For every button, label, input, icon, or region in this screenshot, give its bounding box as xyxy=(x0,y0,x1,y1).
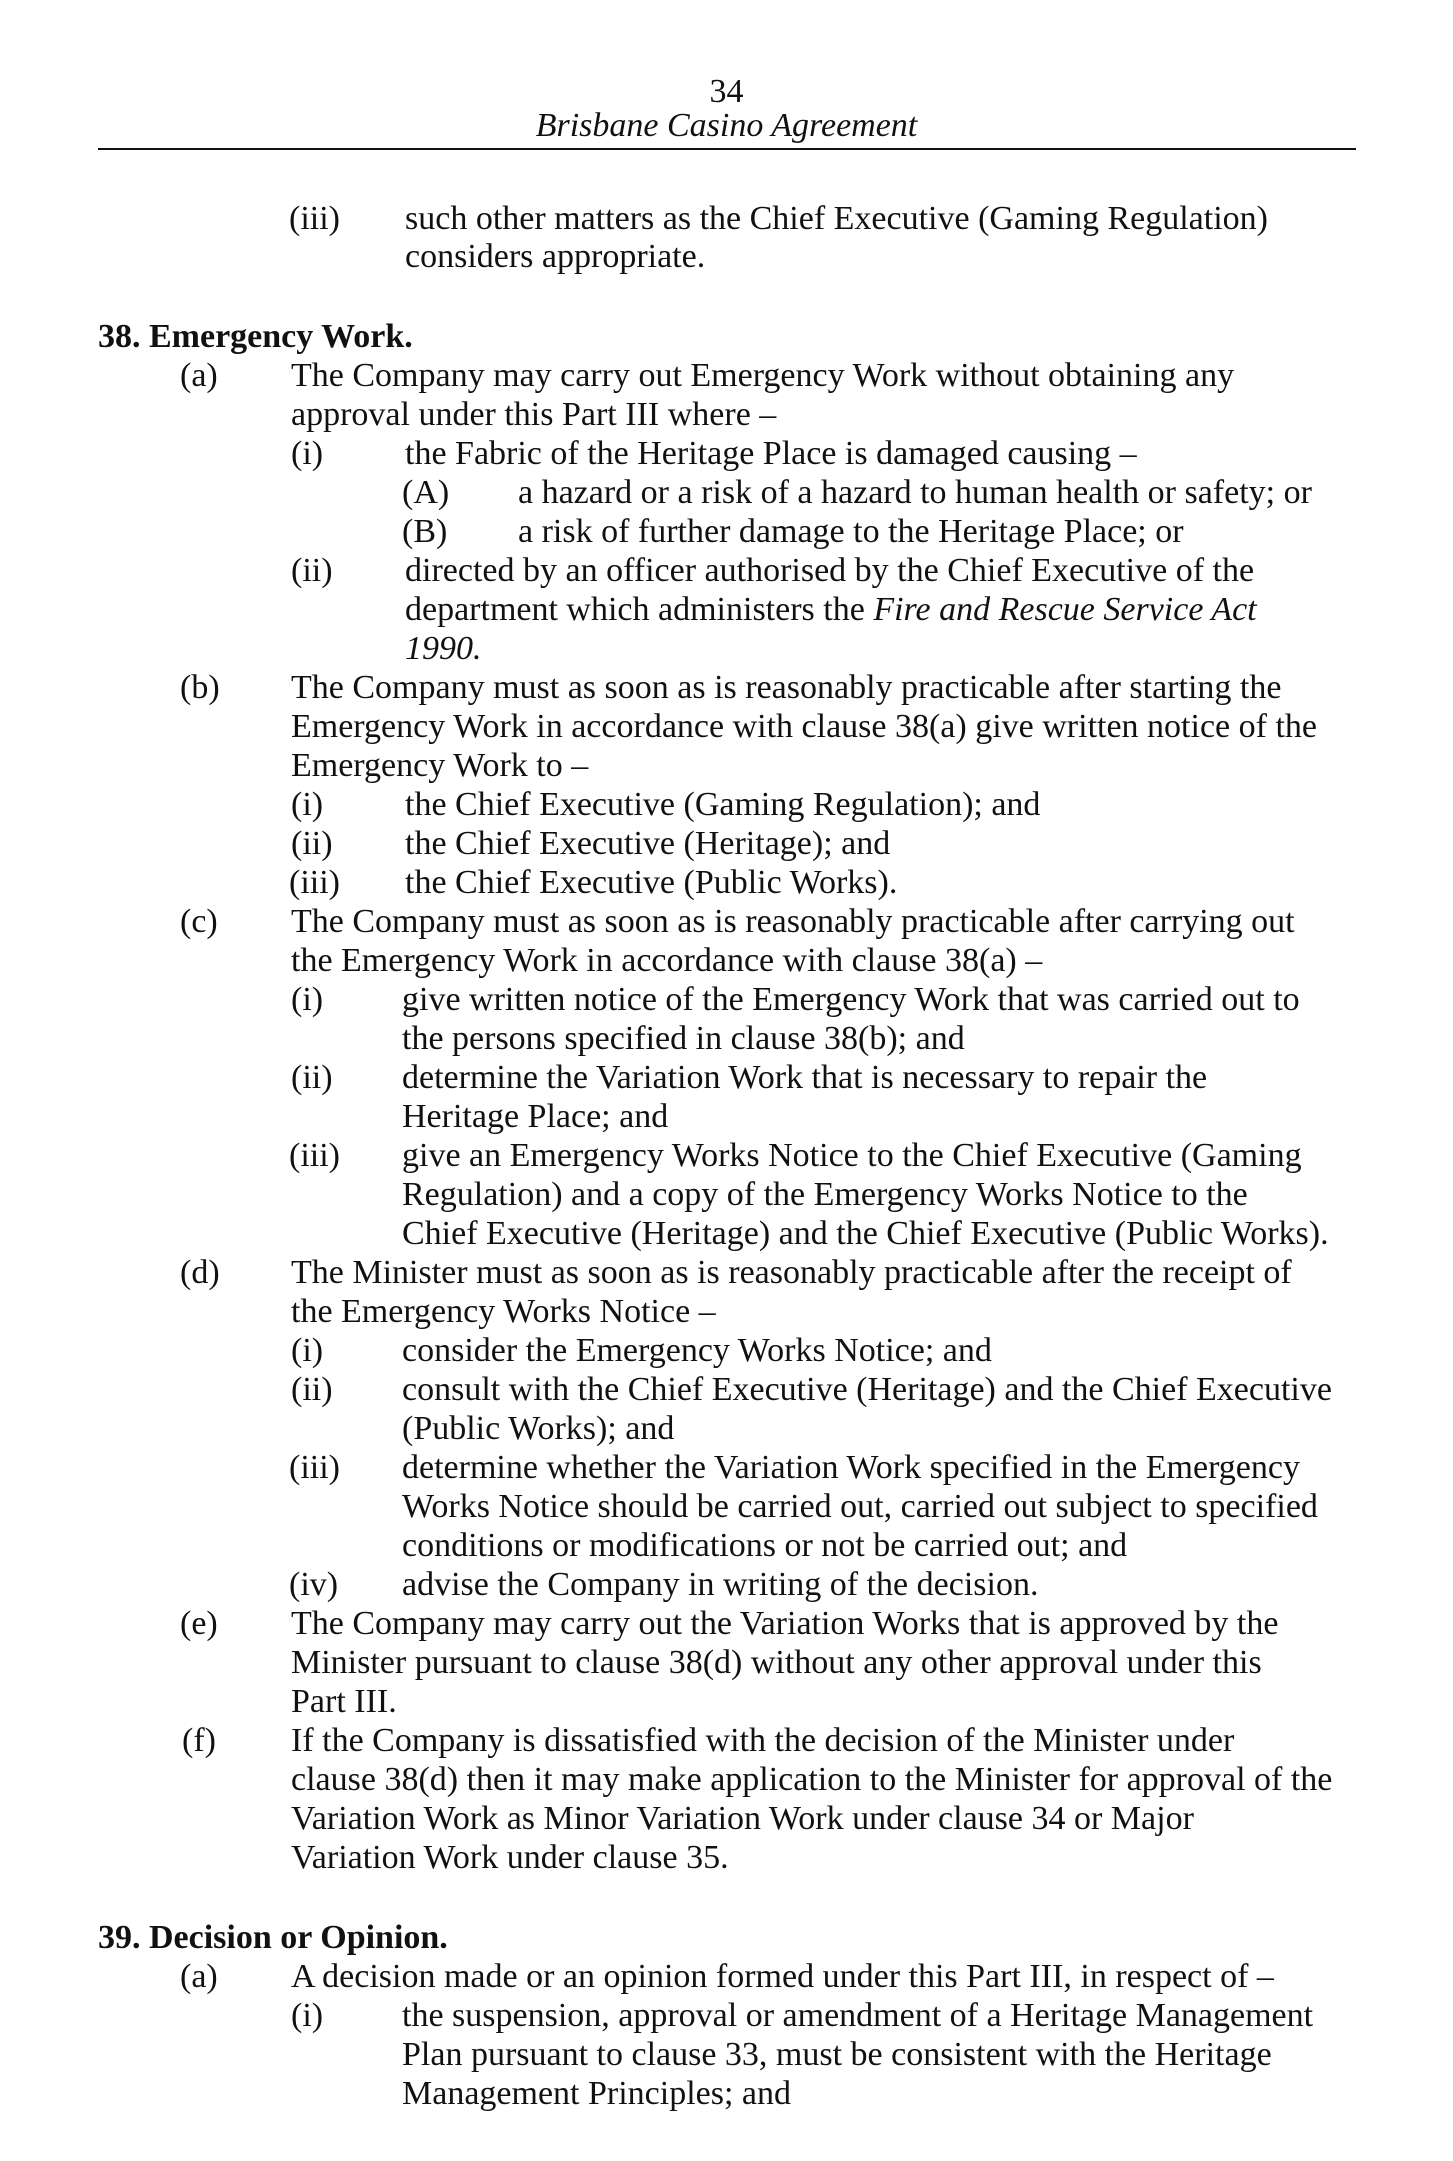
item-label: (iii) xyxy=(289,200,340,237)
item-label: (i) xyxy=(291,786,324,823)
act-title: Fire and Rescue Service Act xyxy=(873,591,1257,628)
text-line: directed by an officer authorised by the Chief Executive of the xyxy=(405,552,1255,589)
clause-label: (d) xyxy=(180,1254,220,1291)
item-label: (i) xyxy=(291,1332,324,1369)
text-line: A decision made or an opinion formed under this Part III, in respect of – xyxy=(291,1958,1274,1995)
item-label: (iv) xyxy=(289,1566,339,1603)
text-line: Heritage Place; and xyxy=(402,1098,669,1135)
text-line: the Chief Executive (Gaming Regulation); and xyxy=(405,786,1041,823)
text-line: advise the Company in writing of the decision. xyxy=(402,1566,1039,1603)
item-label: (ii) xyxy=(291,1059,333,1096)
item-label: (iii) xyxy=(289,1449,340,1486)
clause-label: (a) xyxy=(180,1958,218,1995)
clause-label: (c) xyxy=(180,903,218,940)
text-line: give an Emergency Works Notice to the Chief Executive (Gaming xyxy=(402,1137,1302,1174)
text-line: considers appropriate. xyxy=(405,238,706,275)
item-label: (ii) xyxy=(291,1371,333,1408)
text-line: the Chief Executive (Heritage); and xyxy=(405,825,891,862)
text-line: Regulation) and a copy of the Emergency Works Notice to the xyxy=(402,1176,1248,1213)
text-line: the Emergency Work in accordance with clause 38(a) – xyxy=(291,942,1043,979)
text-line: consult with the Chief Executive (Heritage) and the Chief Executive xyxy=(402,1371,1332,1408)
text-line: such other matters as the Chief Executive (Gaming Regulation) xyxy=(405,200,1268,237)
item-label: (B) xyxy=(402,513,448,550)
text-line: consider the Emergency Works Notice; and xyxy=(402,1332,992,1369)
clause-label: (a) xyxy=(180,357,218,394)
running-header: Brisbane Casino Agreement xyxy=(535,107,918,144)
text-line: the Emergency Works Notice – xyxy=(291,1293,716,1330)
text-line: Minister pursuant to clause 38(d) without any other approval under this xyxy=(291,1644,1262,1681)
text-line: The Company may carry out Emergency Work without obtaining any xyxy=(291,357,1235,394)
text-line: Emergency Work to – xyxy=(291,747,589,784)
text-line: Plan pursuant to clause 33, must be consistent with the Heritage xyxy=(402,2036,1272,2073)
text-line: Variation Work as Minor Variation Work under clause 34 or Major xyxy=(291,1800,1194,1837)
text-line xyxy=(405,629,482,669)
text-line: a hazard or a risk of a hazard to human health or safety; or xyxy=(518,474,1312,511)
text-line: If the Company is dissatisfied with the decision of the Minister under xyxy=(291,1722,1235,1759)
item-label: (i) xyxy=(291,435,324,472)
item-label: (i) xyxy=(291,1997,324,2034)
text-line: Chief Executive (Heritage) and the Chief Executive (Public Works). xyxy=(402,1215,1329,1252)
clause-heading: 39. Decision or Opinion. xyxy=(98,1919,448,1956)
clause-label: (e) xyxy=(180,1605,218,1642)
text-line xyxy=(405,590,1257,630)
text-line: determine whether the Variation Work specified in the Emergency xyxy=(402,1449,1300,1486)
text-line: clause 38(d) then it may make application to the Minister for approval of the xyxy=(291,1761,1333,1798)
text-line: approval under this Part III where – xyxy=(291,396,777,433)
item-label: (ii) xyxy=(291,552,333,589)
page-number: 34 xyxy=(709,73,744,110)
clause-label: (f) xyxy=(182,1722,216,1759)
item-label: (iii) xyxy=(289,1137,340,1174)
text-line: a risk of further damage to the Heritage Place; or xyxy=(518,513,1184,550)
item-label: (ii) xyxy=(291,825,333,862)
text-line: the persons specified in clause 38(b); and xyxy=(402,1020,965,1057)
text-line: Works Notice should be carried out, carried out subject to specified xyxy=(402,1488,1318,1525)
text-line: the suspension, approval or amendment of a Heritage Management xyxy=(402,1997,1314,2034)
text-line: conditions or modifications or not be carried out; and xyxy=(402,1527,1128,1564)
item-label: (A) xyxy=(402,474,450,511)
clause-heading: 38. Emergency Work. xyxy=(98,318,413,355)
text-line: (Public Works); and xyxy=(402,1410,675,1447)
act-year: 1990. xyxy=(405,630,482,667)
text-line: The Company may carry out the Variation Works that is approved by the xyxy=(291,1605,1279,1642)
text-fragment: department which administers the xyxy=(405,591,874,628)
item-label: (i) xyxy=(291,981,324,1018)
text-line: the Chief Executive (Public Works). xyxy=(405,864,898,901)
text-line: Part III. xyxy=(291,1683,397,1720)
text-line: The Company must as soon as is reasonably practicable after carrying out xyxy=(291,903,1295,940)
text-line: give written notice of the Emergency Work that was carried out to xyxy=(402,981,1300,1018)
text-line: the Fabric of the Heritage Place is damaged causing – xyxy=(405,435,1137,472)
text-line: The Company must as soon as is reasonably practicable after starting the xyxy=(291,669,1282,706)
clause-label: (b) xyxy=(180,669,220,706)
text-line: Variation Work under clause 35. xyxy=(291,1839,729,1876)
item-label: (iii) xyxy=(289,864,340,901)
text-line: The Minister must as soon as is reasonably practicable after the receipt of xyxy=(291,1254,1292,1291)
text-line: determine the Variation Work that is necessary to repair the xyxy=(402,1059,1208,1096)
text-line: Emergency Work in accordance with clause 38(a) give written notice of the xyxy=(291,708,1317,745)
text-line: Management Principles; and xyxy=(402,2075,792,2112)
